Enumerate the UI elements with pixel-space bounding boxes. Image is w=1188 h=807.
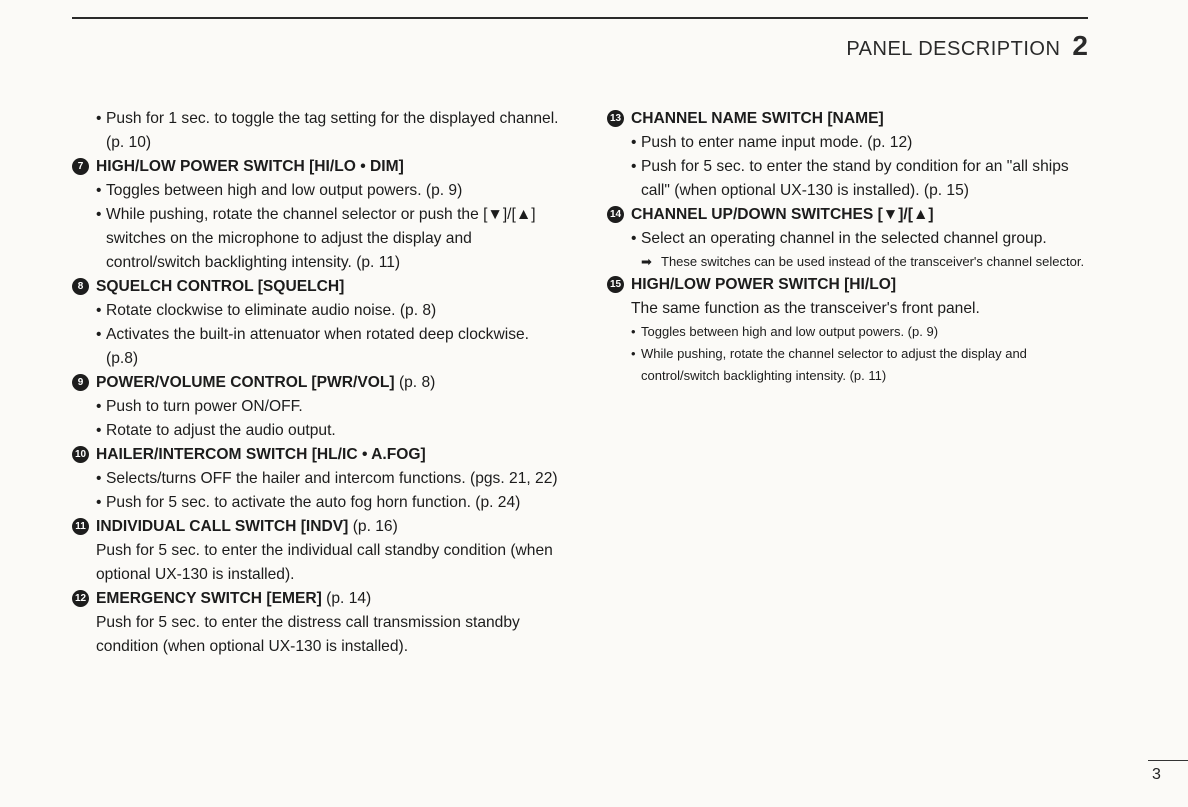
paragraph: Push for 5 sec. to enter the individual call standby condition (when optional UX-130 is installed). xyxy=(96,542,553,583)
bottom-rule xyxy=(1148,760,1188,761)
list-item: • Toggles between high and low output powers. (p. 9) xyxy=(607,321,1097,343)
note xyxy=(607,251,1097,273)
section-heading-9 xyxy=(72,371,562,395)
list-item: • Push to enter name input mode. (p. 12) xyxy=(607,131,1097,155)
list-item: • Rotate clockwise to eliminate audio noise. (p. 8) xyxy=(72,299,562,323)
left-column xyxy=(72,107,562,659)
section-heading-11 xyxy=(72,515,562,539)
number-badge: 11 xyxy=(72,518,89,535)
heading-text: CHANNEL UP/DOWN SWITCHES [▼]/[▲] xyxy=(631,206,934,223)
number-badge: 10 xyxy=(72,446,89,463)
page-reference: (p. 8) xyxy=(398,374,436,391)
list-item: • Activates the built-in attenuator when rotated deep clockwise. (p.8) xyxy=(72,323,562,371)
heading-text: SQUELCH CONTROL [SQUELCH] xyxy=(96,278,345,295)
list-item: • Push for 1 sec. to toggle the tag setting for the displayed channel. (p. 10) xyxy=(72,107,562,155)
note-text: These switches can be used instead of the transceiver's channel selector. xyxy=(661,254,1085,269)
list-item: • Push for 5 sec. to activate the auto fog horn function. (p. 24) xyxy=(72,491,562,515)
heading-text: HIGH/LOW POWER SWITCH [HI/LO • DIM] xyxy=(96,158,404,175)
heading-text: HAILER/INTERCOM SWITCH [HL/IC • A.FOG] xyxy=(96,446,426,463)
section-heading-13 xyxy=(607,107,1097,131)
heading-text: CHANNEL NAME SWITCH [NAME] xyxy=(631,110,884,127)
number-badge: 9 xyxy=(72,374,89,391)
list-item: • While pushing, rotate the channel selector to adjust the display and control/switch backlighting intensity. (p. 11) xyxy=(607,343,1097,387)
heading-text: INDIVIDUAL CALL SWITCH [INDV] xyxy=(96,518,349,535)
list-item: • Toggles between high and low output powers. (p. 9) xyxy=(72,179,562,203)
list-item: • Rotate to adjust the audio output. xyxy=(72,419,562,443)
top-rule xyxy=(72,17,1088,19)
number-badge: 12 xyxy=(72,590,89,607)
section-heading-12 xyxy=(72,587,562,611)
page-number: 3 xyxy=(1152,766,1161,783)
number-badge: 7 xyxy=(72,158,89,175)
right-column xyxy=(607,107,1097,387)
arrow-right-icon: ➡ xyxy=(641,254,652,269)
page-reference: (p. 16) xyxy=(352,518,398,535)
list-item: • Selects/turns OFF the hailer and intercom functions. (pgs. 21, 22) xyxy=(72,467,562,491)
number-badge: 13 xyxy=(607,110,624,127)
section-title: PANEL DESCRIPTION xyxy=(846,38,1061,60)
section-heading-7 xyxy=(72,155,562,179)
chapter-number: 2 xyxy=(1072,30,1088,61)
number-badge: 15 xyxy=(607,276,624,293)
list-item: • Select an operating channel in the selected channel group. xyxy=(607,227,1097,251)
heading-text: EMERGENCY SWITCH [EMER] xyxy=(96,590,322,607)
list-item: • While pushing, rotate the channel selector or push the [▼]/[▲] switches on the microphone to adjust the display and control/switch backlighting intensity. (p. 11) xyxy=(72,203,562,275)
number-badge: 8 xyxy=(72,278,89,295)
section-heading-8 xyxy=(72,275,562,299)
paragraph: Push for 5 sec. to enter the distress call transmission standby condition (when optional UX-130 is installed). xyxy=(96,614,520,655)
heading-text: POWER/VOLUME CONTROL [PWR/VOL] xyxy=(96,374,395,391)
page-reference: (p. 14) xyxy=(326,590,372,607)
section-heading-15 xyxy=(607,273,1097,297)
paragraph: The same function as the transceiver's front panel. xyxy=(631,300,980,317)
list-item: • Push for 5 sec. to enter the stand by condition for an "all ships call" (when optional UX-130 is installed). (p. 15) xyxy=(607,155,1097,203)
page-header xyxy=(846,30,1088,62)
list-item: • Push to turn power ON/OFF. xyxy=(72,395,562,419)
heading-text: HIGH/LOW POWER SWITCH [HI/LO] xyxy=(631,276,897,293)
section-heading-14 xyxy=(607,203,1097,227)
number-badge: 14 xyxy=(607,206,624,223)
section-heading-10 xyxy=(72,443,562,467)
